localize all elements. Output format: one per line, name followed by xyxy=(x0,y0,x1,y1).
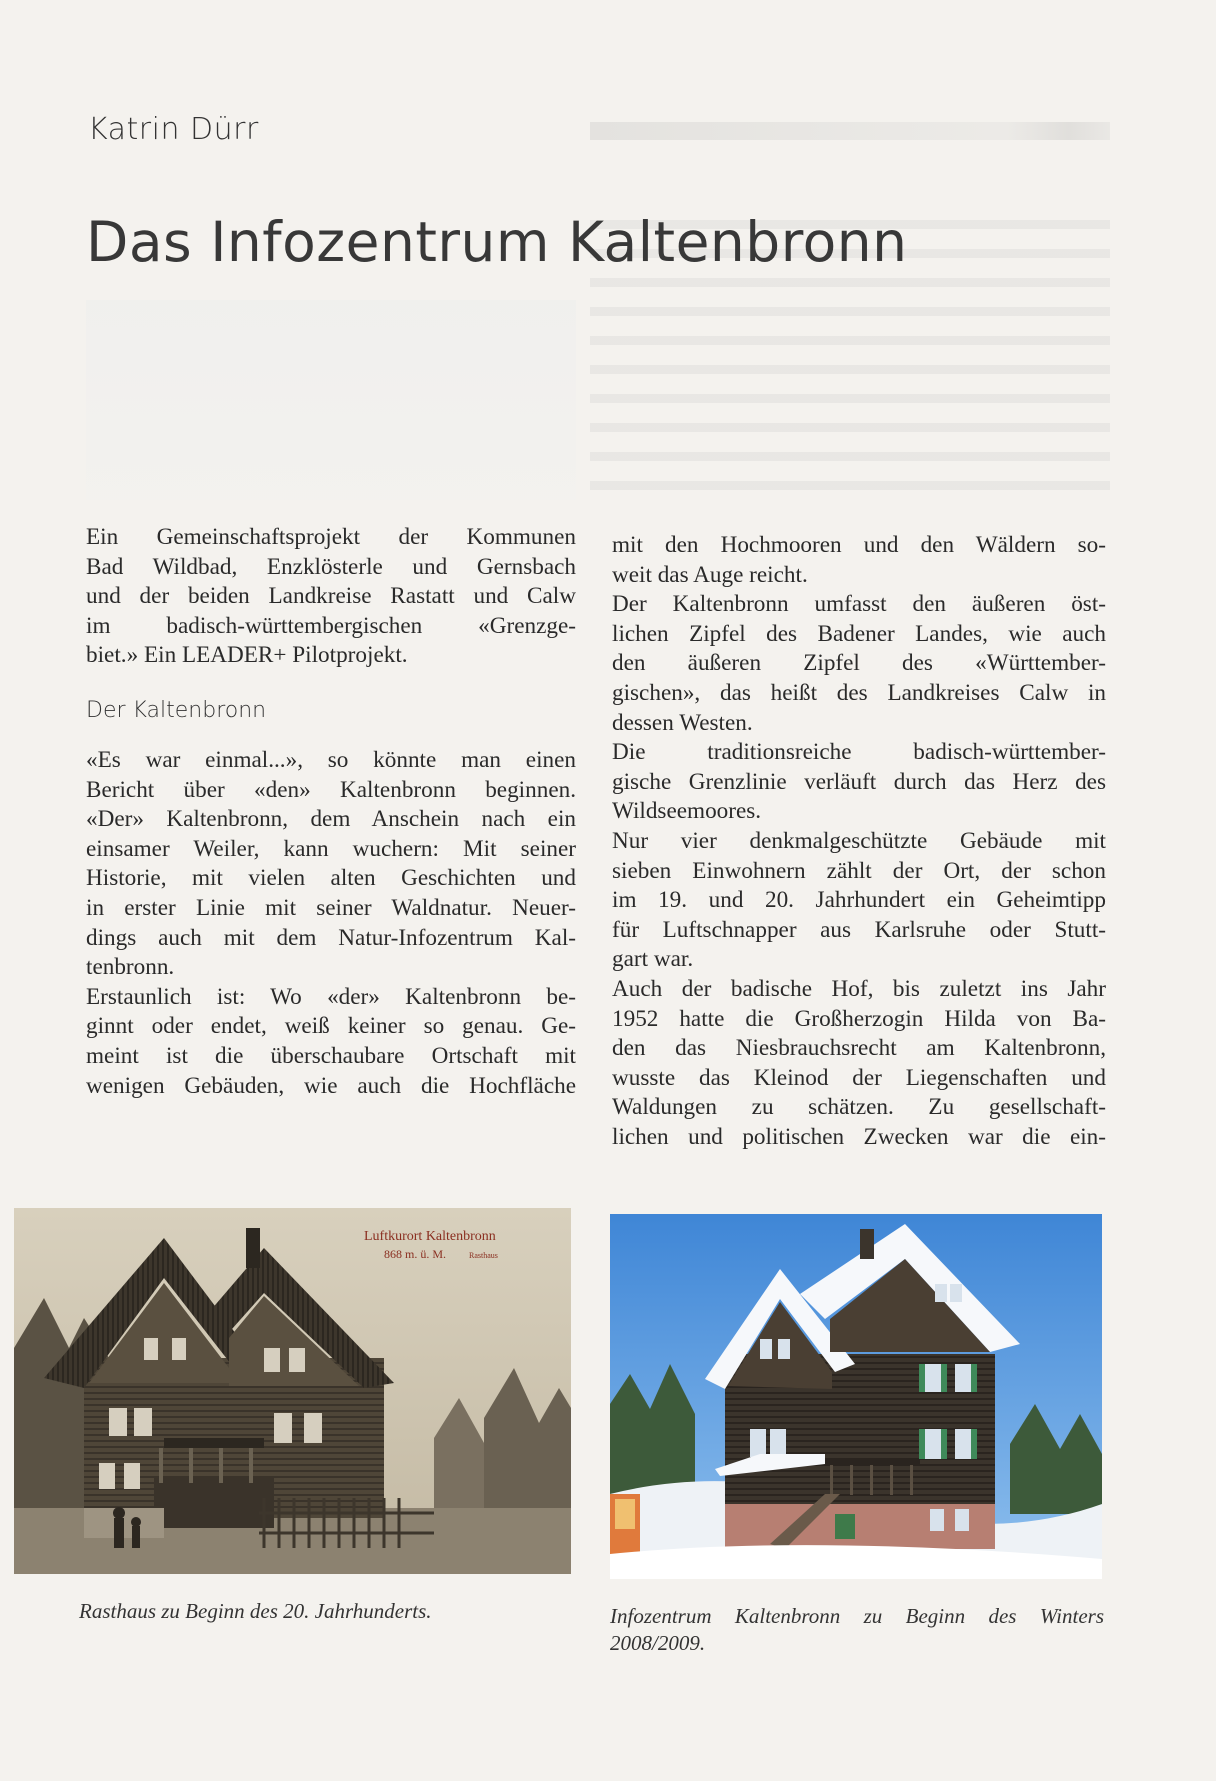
postcard-title: Luftkurort Kaltenbronn xyxy=(364,1229,496,1244)
photo-infozentrum-winter xyxy=(610,1214,1102,1579)
col2-paragraph-0: mit den Hochmooren und den Wäldern so- weit das Auge reicht. xyxy=(612,532,1106,588)
postcard-altitude: 868 m. ü. M. xyxy=(384,1247,447,1261)
col2-paragraph-2: Die traditionsreiche badisch-württember- gische Grenzlinie verläuft durch das Herz des Wildseemoores. xyxy=(612,739,1106,825)
text-column-right xyxy=(612,531,1106,1152)
article-title: Das Infozentrum Kaltenbronn xyxy=(86,210,908,274)
col2-paragraph-4: Auch der badische Hof, bis zuletzt ins Jahr 1952 hatte die Großherzogin Hilda von Ba- den das Niesbrauchsrecht am Kaltenbronn, wusste das Kleinod der Liegenschaften und Waldungen zu schätzen. Zu gesellschaft- lichen und politischen Zwecken war die ein- xyxy=(612,975,1106,1150)
intro-paragraph: Ein Gemeinschaftsprojekt der Kommunen Bad Wildbad, Enzklösterle und Gernsbach und der beiden Landkreise Rastatt und Calw im badisch-württembergischen «Grenzge- biet.» Ein LEADER+ Pilotprojekt. xyxy=(86,524,576,669)
author-name: Katrin Dürr xyxy=(88,112,259,147)
caption-right-photo xyxy=(610,1603,1104,1657)
col2-paragraph-1: Der Kaltenbronn umfasst den äußeren öst- lichen Zipfel des Badener Landes, wie auch den äußeren Zipfel des «Württember- gischen», das heißt des Landkreises Calw in dessen Westen. xyxy=(612,591,1106,736)
caption-right-line2: 2008/2009. xyxy=(610,1631,706,1655)
show-through-header xyxy=(590,122,1110,140)
rasthaus-illustration xyxy=(14,1208,571,1574)
body-paragraph-2: Erstaunlich ist: Wo «der» Kaltenbronn be- ginnt oder endet, weiß keiner so genau. Ge- meint ist die überschaubare Ortschaft mit wenigen Gebäuden, wie auch die Hochfläche xyxy=(86,983,576,1099)
caption-left-photo: Rasthaus zu Beginn des 20. Jahrhunderts. xyxy=(79,1599,432,1623)
caption-right-line1: Infozentrum Kaltenbronn zu Beginn des Winters xyxy=(610,1604,1104,1628)
postcard-label: Rasthaus xyxy=(469,1251,498,1260)
section-heading: Der Kaltenbronn xyxy=(86,697,267,723)
infozentrum-illustration xyxy=(610,1214,1102,1579)
photo-rasthaus-historic xyxy=(14,1208,571,1574)
col2-paragraph-3: Nur vier denkmalgeschützte Gebäude mit sieben Einwohnern zählt der Ort, der schon im 19. und 20. Jahrhundert ein Geheimtipp für Luftschnapper aus Karlsruhe oder Stutt- gart war. xyxy=(612,827,1106,973)
text-column-left xyxy=(86,523,576,1101)
body-paragraph-1: «Es war einmal...», so könnte man einen Bericht über «den» Kaltenbronn beginnen. «Der» Kaltenbronn, dem Anschein nach ein einsamer Weiler, kann wuchern: Mit seiner Historie, mit vielen alten Geschichten und in erster Linie mit seiner Waldnatur. Neuer- dings auch mit dem Natur-Infozentrum Kal- tenbronn. xyxy=(86,746,576,981)
show-through-panel xyxy=(86,300,576,500)
